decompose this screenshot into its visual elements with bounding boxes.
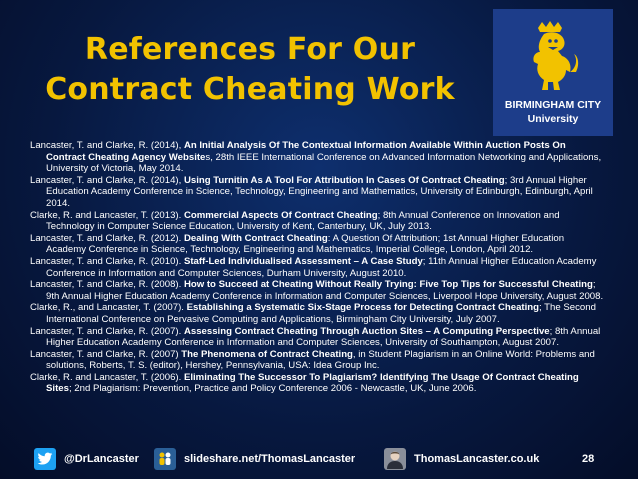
university-logo <box>493 9 613 136</box>
ref-title: Using Turnitin As A Tool For Attribution In Cases Of Contract Cheating <box>183 174 505 186</box>
footer-website[interactable] <box>384 448 539 470</box>
reference-list <box>30 140 606 395</box>
ref-authors: Lancaster, T. and Clarke, R. (2012). <box>30 232 184 244</box>
logo-name: BIRMINGHAM CITY <box>504 99 602 111</box>
ref-authors: Clarke, R. and Lancaster, T. (2013). <box>30 209 184 221</box>
footer-twitter[interactable] <box>34 448 139 470</box>
reference-item <box>30 210 606 233</box>
slideshare-icon <box>154 448 176 470</box>
title-line-1: References For Our <box>84 32 416 67</box>
ref-authors: Clarke, R. and Lancaster, T. (2006). <box>30 371 184 383</box>
reference-item <box>30 256 606 279</box>
ref-details: ; The Second International Conference on Pervasive Computing and Applications, Birmingham City University, July 2007. <box>46 302 596 325</box>
ref-authors: Clarke, R., and Lancaster, T. (2007). <box>30 302 187 314</box>
profile-photo-icon <box>384 448 406 470</box>
ref-details: ; 9th Annual Higher Education Academy Conference in Information and Computer Sciences, Liverpool Hope University, August 2008. <box>46 279 604 302</box>
ref-details: : A Question Of Attribution; 1st Annual Higher Education Academy Conference in Science, Technology, Engineering and Mathematics, Imperial College, London, April 2012. <box>46 232 565 256</box>
ref-title: Assessing Contract Cheating Through Auction Sites – A Computing Perspective <box>183 325 550 337</box>
reference-item <box>30 326 606 349</box>
ref-details: , in Student Plagiarism in an Online World: Problems and solutions, Roberts, T. S. (editor), Hershey, Pennsylvania, USA: Idea Group Inc. <box>46 348 595 372</box>
reference-item <box>30 302 606 325</box>
title-line-2: Contract Cheating Work <box>45 72 455 107</box>
ref-title: Commercial Aspects Of Contract Cheating <box>183 209 378 221</box>
website-link: ThomasLancaster.co.uk <box>414 453 540 465</box>
ref-title: Dealing With Contract Cheating <box>183 232 328 244</box>
ref-details: ; 2nd Plagiarism: Prevention, Practice and Policy Conference 2006 - Newcastle, UK, June 2006. <box>68 383 477 395</box>
ref-authors: Lancaster, T. and Clarke, R. (2014), <box>30 140 184 151</box>
ref-title: An Initial Analysis Of The Contextual Information Available Within Auction Posts On Contract Cheating Agency Website <box>46 140 566 163</box>
reference-item <box>30 175 606 210</box>
ref-title: Establishing a Systematic Six-Stage Process for Detecting Contract Cheating <box>186 302 540 314</box>
ref-details: ; 11th Annual Higher Education Academy Conference in Information and Computer Sciences, Durham University, August 2010. <box>46 255 597 279</box>
ref-authors: Lancaster, T. and Clarke, R. (2007) <box>30 348 182 360</box>
ref-details: ; 8th Annual Conference on Innovation and Technology in Computer Science Education, University of Kent, Canterbury, UK, July 2013. <box>46 209 560 233</box>
ref-authors: Lancaster, T. and Clarke, R. (2010). <box>30 255 184 267</box>
ref-details: s, 28th IEEE International Conference on Advanced Information Networking and Applications, University of Victoria, May 2014. <box>46 151 602 175</box>
page-number: 28 <box>582 453 595 465</box>
ref-authors: Lancaster, T. and Clarke, R. (2014), <box>30 174 184 186</box>
ref-details: ; 3rd Annual Higher Education Academy Conference in Science, Technology, Engineering and Mathematics, University of Edinburgh, Edinburgh, April 2014. <box>46 174 593 209</box>
twitter-icon <box>34 448 56 470</box>
footer-slideshare[interactable] <box>154 448 355 470</box>
reference-item <box>30 140 606 175</box>
slide-title <box>40 30 460 110</box>
reference-item <box>30 233 606 256</box>
reference-item <box>30 349 606 372</box>
twitter-handle: @DrLancaster <box>64 453 139 465</box>
reference-item <box>30 279 606 302</box>
ref-title: Staff-Led Individualised Assessment – A Case Study <box>183 255 423 267</box>
logo-subname: University <box>527 113 579 125</box>
footer-bar <box>0 446 638 472</box>
ref-details: ; 8th Annual Higher Education Academy Conference in Information and Computer Sciences, University of Southampton, August 2007. <box>46 325 601 349</box>
slideshare-link: slideshare.net/ThomasLancaster <box>184 453 356 465</box>
ref-title: Eliminating The Successor To Plagiarism? Identifying The Usage Of Contract Cheating Sites <box>46 371 579 395</box>
ref-authors: Lancaster, T. and Clarke, R. (2007). <box>30 325 184 337</box>
lion-crest-icon <box>524 20 582 96</box>
ref-authors: Lancaster, T. and Clarke, R. (2008). <box>30 279 184 291</box>
ref-title: How to Succeed at Cheating Without Really Trying: Five Top Tips for Successful Cheating <box>183 279 593 291</box>
ref-title: The Phenomena of Contract Cheating <box>181 348 353 360</box>
reference-item <box>30 372 606 395</box>
